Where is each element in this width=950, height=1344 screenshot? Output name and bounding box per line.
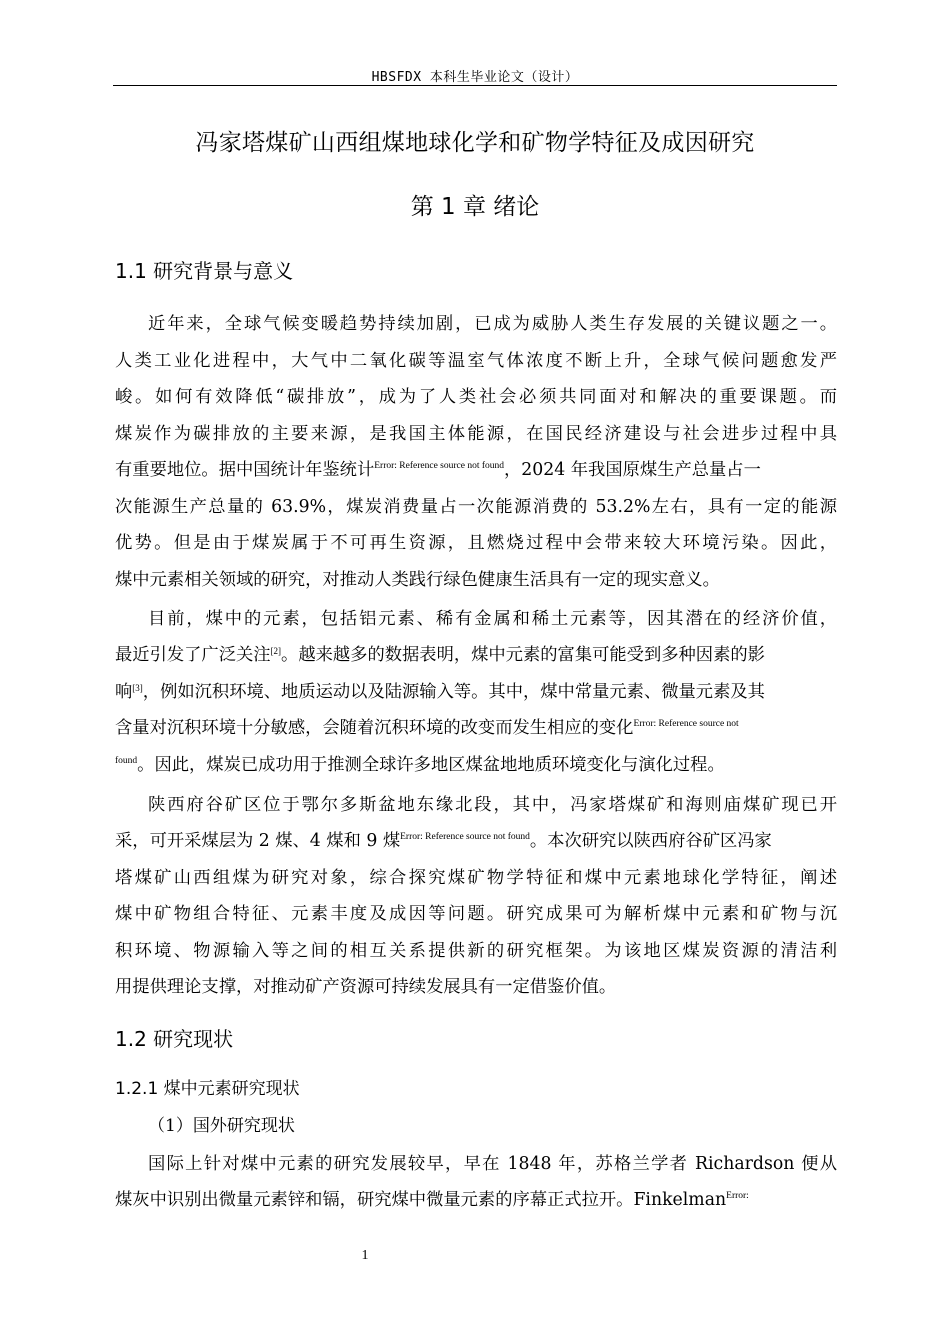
paragraph-line: 次能源生产总量的 63.9%，煤炭消费量占一次能源消费的 53.2%左右，具有一定的能源 [115,497,837,517]
citation-error: Error: Reference source not found [400,832,530,842]
paragraph-line: $^{found}$。因此，煤炭已成功用于推测全球许多地区煤盆地地质环境变化与演化过程。 [115,755,725,775]
paragraph-line: 陕西府谷矿区位于鄂尔多斯盆地东缘北段，其中，冯家塔煤矿和海则庙煤矿现已开 [148,795,837,815]
paragraph-line: 优势。但是由于煤炭属于不可再生资源，且燃烧过程中会带来较大环境污染。因此， [115,533,837,553]
paragraph-line: 积环境、物源输入等之间的相互关系提供新的研究框架。为该地区煤炭资源的清洁利 [115,941,837,961]
thesis-title: 冯家塔煤矿山西组煤地球化学和矿物学特征及成因研究 [195,130,755,156]
paragraph-line: 煤中矿物组合特征、元素丰度及成因等问题。研究成果可为解析煤中元素和矿物与沉 [115,904,837,924]
header-divider [113,85,837,86]
section-heading-1-1: 1.1 研究背景与意义 [115,259,294,283]
paragraph-line: 煤灰中识别出微量元素锌和镉，研究煤中微量元素的序幕正式拉开。Finkelman$^{Error:}$ [115,1190,749,1210]
sub-heading-foreign-research: （1）国外研究现状 [148,1116,295,1136]
paragraph-line: 煤炭作为碳排放的主要来源，是我国主体能源，在国民经济建设与社会进步过程中具 [115,424,837,444]
citation-ref: [2] [270,646,282,656]
paragraph-line: 煤中元素相关领域的研究，对推动人类践行绿色健康生活具有一定的现实意义。 [115,570,720,590]
paragraph-line: 响[3]，例如沉积环境、地质运动以及陆源输入等。其中，煤中常量元素、微量元素及其 [115,682,765,702]
citation-error: Error: Reference source not [633,719,739,729]
paragraph-line: 国际上针对煤中元素的研究发展较早，早在 1848 年，苏格兰学者 Richardson 便从 [148,1154,837,1174]
page-header: HBSFDX 本科生毕业论文（设计） [371,70,579,85]
paragraph-line: 采，可开采煤层为 2 煤、4 煤和 9 煤$^{Error: Reference source not found}$。本次研究以陕西府谷矿区冯家 [115,831,772,851]
subsection-heading-1-2-1: 1.2.1 煤中元素研究现状 [115,1079,300,1099]
page-number: 1 [361,1248,369,1263]
citation-error: found [115,756,138,766]
paragraph-line: 人类工业化进程中，大气中二氧化碳等温室气体浓度不断上升，全球气候问题愈发严 [115,351,837,371]
citation-error: Error: [726,1191,749,1201]
paragraph-line: 含量对沉积环境十分敏感，会随着沉积环境的改变而发生相应的变化$^{Error: Reference source not}$ [115,718,739,738]
citation-error: Error: Reference source not found [374,461,505,471]
paragraph-line: 最近引发了广泛关注[2]。越来越多的数据表明，煤中元素的富集可能受到多种因素的影 [115,645,765,665]
paragraph-line: 目前，煤中的元素，包括铝元素、稀有金属和稀土元素等，因其潜在的经济价值， [148,609,837,629]
paragraph-line: 用提供理论支撑，对推动矿产资源可持续发展具有一定借鉴价值。 [115,977,617,997]
paragraph-line: 有重要地位。据中国统计年鉴统计$^{Error: Reference source not found}$，2024 年我国原煤生产总量占一 [115,460,761,480]
paragraph-line: 峻。如何有效降低“碳排放”，成为了人类社会必须共同面对和解决的重要课题。而 [115,387,837,407]
chapter-heading: 第 1 章 绪论 [410,194,540,220]
section-heading-1-2: 1.2 研究现状 [115,1027,234,1051]
paragraph-line: 近年来，全球气候变暖趋势持续加剧，已成为威胁人类生存发展的关键议题之一。 [148,314,837,334]
citation-ref: [3] [132,683,143,693]
paragraph-line: 塔煤矿山西组煤为研究对象，综合探究煤矿物学特征和煤中元素地球化学特征，阐述 [115,868,837,888]
